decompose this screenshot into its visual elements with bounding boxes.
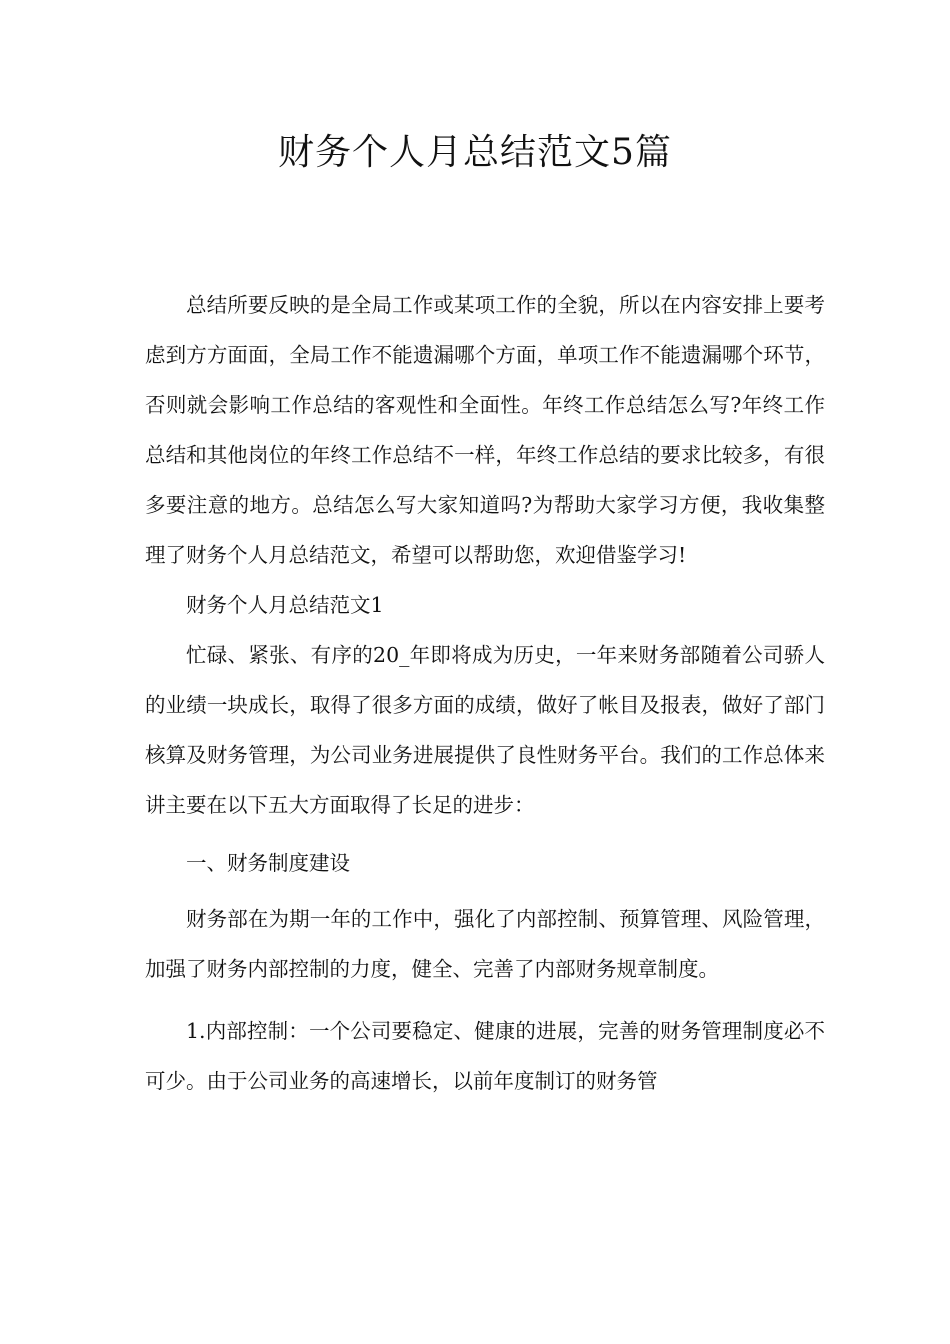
document-title: 财务个人月总结范文5篇: [278, 132, 672, 173]
body-paragraph-1: 忙碌、紧张、有序的20_年即将成为历史，一年来财务部随着公司骄人的业绩一块成长，取得了很多方面的成绩，做好了帐目及报表，做好了部门核算及财务管理，为公司业务进展提供了良性财务平台。我们的工作总体来讲主要在以下五大方面取得了长足的进步：: [145, 643, 825, 817]
section-heading-finance-system: 一、财务制度建设: [186, 851, 350, 875]
body-paragraph-2: 财务部在为期一年的工作中，强化了内部控制、预算管理、风险管理，加强了财务内部控制的力度，健全、完善了内部财务规章制度。: [145, 907, 825, 981]
section-heading-sample-1: 财务个人月总结范文1: [186, 593, 384, 617]
document-body: [145, 280, 825, 1106]
intro-paragraph: 总结所要反映的是全局工作或某项工作的全貌，所以在内容安排上要考虑到方方面面，全局工作不能遗漏哪个方面，单项工作不能遗漏哪个环节，否则就会影响工作总结的客观性和全面性。年终工作总结怎么写?年终工作总结和其他岗位的年终工作总结不一样，年终工作总结的要求比较多，有很多要注意的地方。总结怎么写大家知道吗?为帮助大家学习方便，我收集整理了财务个人月总结范文，希望可以帮助您，欢迎借鉴学习!: [145, 293, 825, 567]
body-paragraph-3: 1.内部控制：一个公司要稳定、健康的进展，完善的财务管理制度必不可少。由于公司业务的高速增长，以前年度制订的财务管: [145, 1019, 825, 1093]
